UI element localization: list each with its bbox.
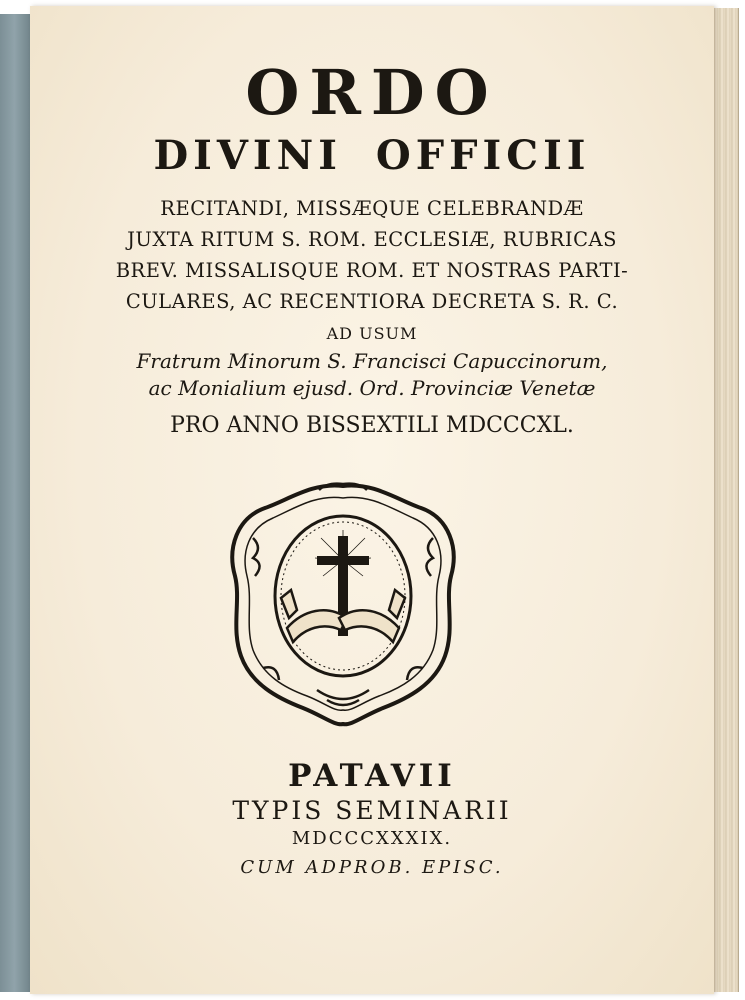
- subtitle-line: RECITANDI, MISSÆQUE CELEBRANDÆ: [160, 197, 584, 220]
- subtitle-line: BREV. MISSALISQUE ROM. ET NOSTRAS PARTI-: [115, 259, 629, 282]
- title-page: [30, 6, 714, 994]
- ad-usum: AD USUM: [326, 324, 418, 343]
- title-divini: DIVINI: [153, 132, 342, 179]
- order-line: Fratrum Minorum S. Francisci Capuccinorum,: [136, 349, 608, 373]
- subtitle-line: CULARES, AC RECENTIORA DECRETA S. R. C.: [125, 290, 619, 313]
- title-officii: OFFICII: [375, 132, 591, 179]
- imprint-approval: CUM ADPROB. EPISC.: [240, 857, 504, 878]
- title-ordo: ORDO: [245, 56, 499, 129]
- book-spine-cover: [0, 14, 32, 992]
- imprint-year: MDCCCXXXIX.: [291, 828, 453, 849]
- subtitle-line: JUXTA RITUM S. ROM. ECCLESIÆ, RUBRICAS: [127, 228, 617, 251]
- imprint-printer: TYPIS SEMINARII: [232, 796, 512, 825]
- province-line: ac Monialium ejusd. Ord. Provinciæ Venetæ: [148, 376, 596, 400]
- year-line: PRO ANNO BISSEXTILI MDCCCXL.: [170, 413, 574, 438]
- title-divini-officii: [30, 132, 714, 179]
- capuchin-emblem: [223, 478, 463, 728]
- imprint-place: PATAVII: [288, 758, 456, 794]
